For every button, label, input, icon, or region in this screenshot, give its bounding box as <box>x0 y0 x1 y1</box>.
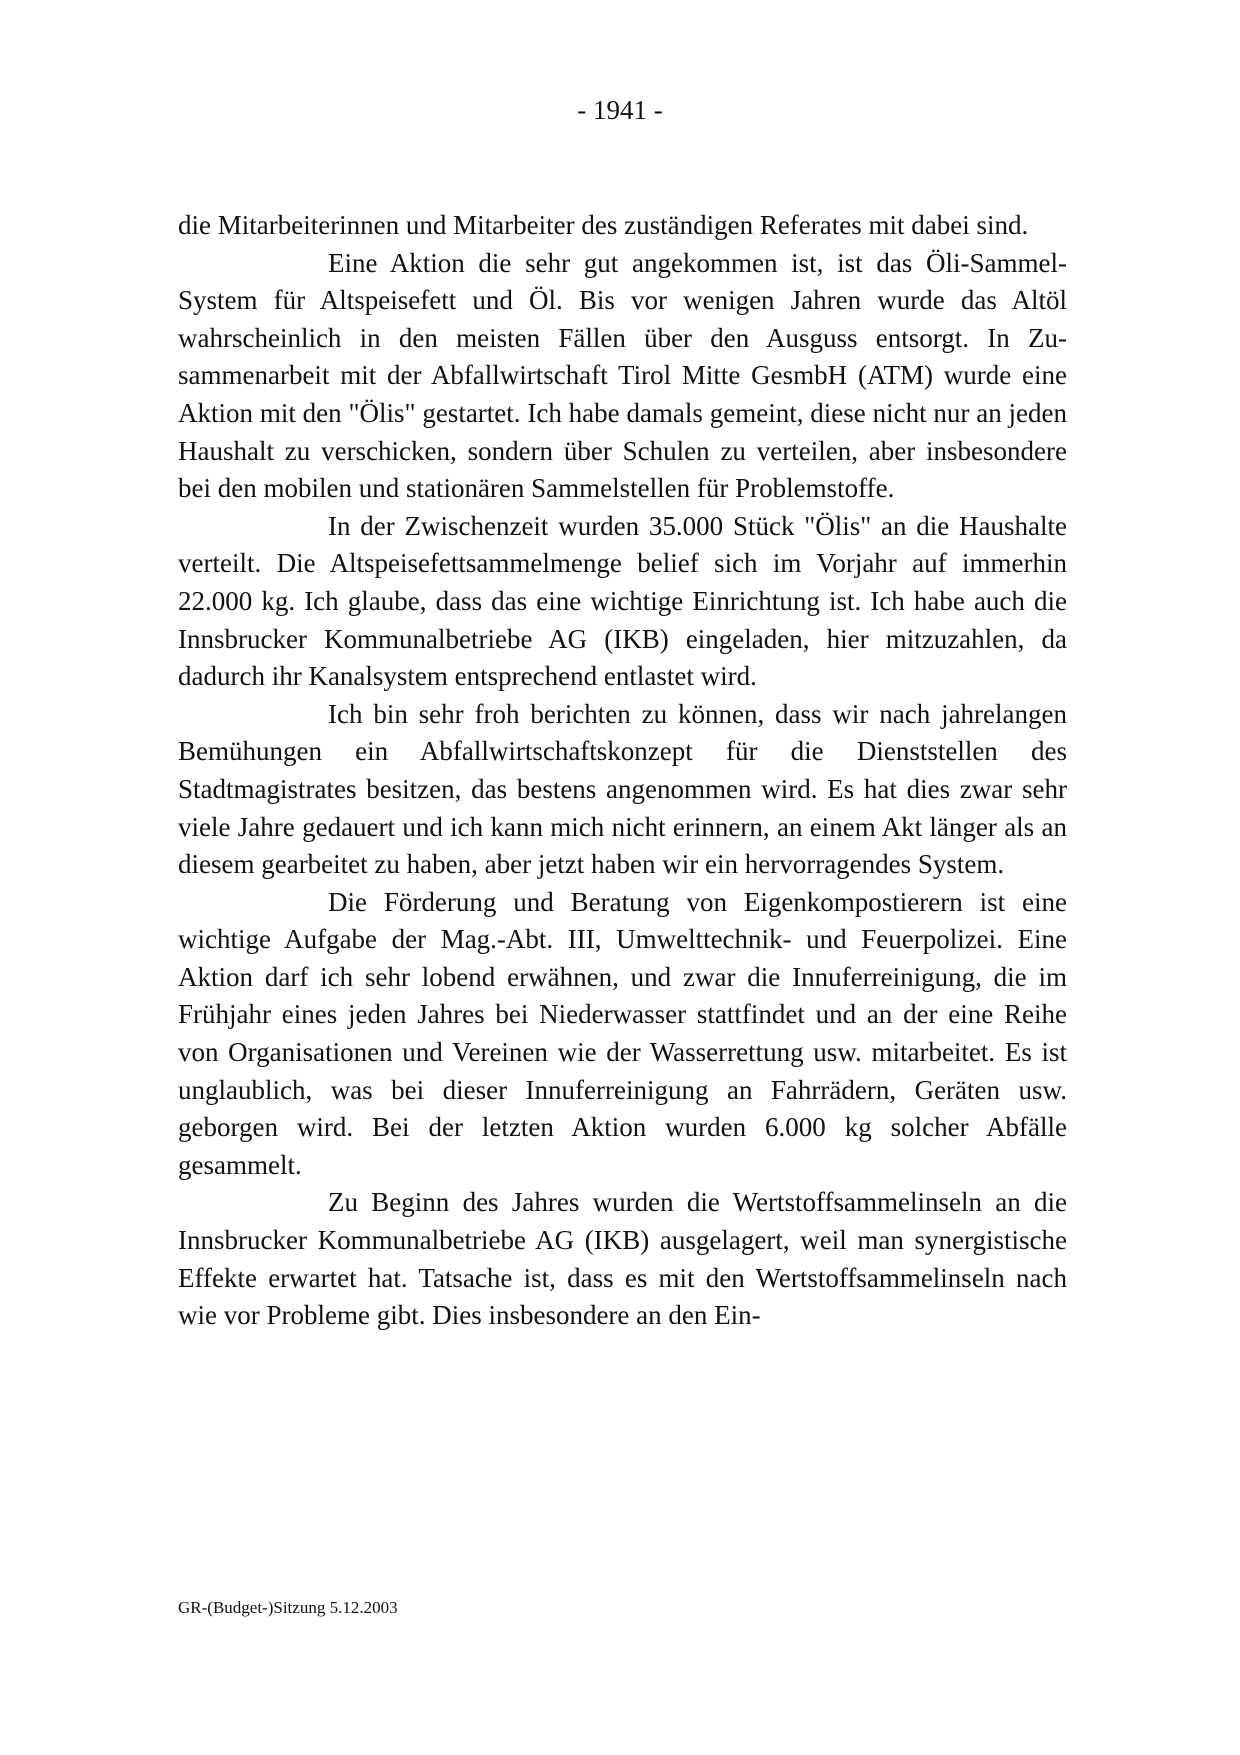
document-body <box>178 207 1067 1335</box>
paragraph: Ich bin sehr froh berichten zu können, dass wir nach jahrelangen Bemühungen ein Abfallwirtschaftskonzept für die Dienststellen des Stadtmagistrates besitzen, das bestens angenommen wird. Es hat dies zwar sehr viele Jahre gedauert und ich kann mich nicht erinnern, an einem Akt länger als an diesem gearbeitet zu haben, aber jetzt haben wir ein hervorragendes System. <box>178 698 1067 880</box>
footer-session-label: GR-(Budget-)Sitzung 5.12.2003 <box>178 1598 398 1617</box>
paragraph: In der Zwischenzeit wurden 35.000 Stück "Ölis" an die Haushalte verteilt. Die Altspeisefettsammelmenge belief sich im Vorjahr auf immerhin 22.000 kg. Ich glaube, dass das eine wichtige Einrichtung ist. Ich habe auch die Innsbrucker Kommunalbetriebe AG (IKB) eingeladen, hier mitzuzahlen, da dadurch ihr Kanalsystem entsprechend entlastet wird. <box>178 510 1067 692</box>
page-number: - 1941 - <box>577 95 663 125</box>
paragraph: Eine Aktion die sehr gut angekommen ist, ist das Öli-Sammel-System für Altspeisefett und Öl. Bis vor wenigen Jahren wurde das Altöl wahrscheinlich in den meisten Fällen über den Ausguss entsorgt. In Zusammenarbeit mit der Abfallwirtschaft Tirol Mitte GesmbH (ATM) wurde eine Aktion mit den "Ölis" gestartet. Ich habe damals gemeint, diese nicht nur an jeden Haushalt zu verschicken, sondern über Schulen zu verteilen, aber insbesondere bei den mobilen und stationären Sammelstellen für Problemstoffe. <box>178 247 1067 504</box>
paragraph: Zu Beginn des Jahres wurden die Wertstoffsammelinseln an die Innsbrucker Kommunalbetriebe AG (IKB) ausgelagert, weil man synergistische Effekte erwartet hat. Tatsache ist, dass es mit den Wertstoffsammelinseln nach wie vor Probleme gibt. Dies insbesondere an den Ein- <box>178 1187 1067 1331</box>
paragraph: Die Förderung und Beratung von Eigenkompostierern ist eine wichtige Aufgabe der Mag.-Abt. III, Umwelttechnik- und Feuerpolizei. Eine Aktion darf ich sehr lobend erwähnen, und zwar die Innuferreinigung, die im Frühjahr eines jeden Jahres bei Niederwasser stattfindet und an der eine Reihe von Organisationen und Vereinen wie der Wasserrettung usw. mitarbeitet. Es ist unglaublich, was bei dieser Innuferreinigung an Fahrrädern, Geräten usw. geborgen wird. Bei der letzten Aktion wurden 6.000 kg solcher Abfälle gesammelt. <box>178 886 1067 1180</box>
paragraph: die Mitarbeiterinnen und Mitarbeiter des zuständigen Referates mit dabei sind. <box>178 210 1029 240</box>
